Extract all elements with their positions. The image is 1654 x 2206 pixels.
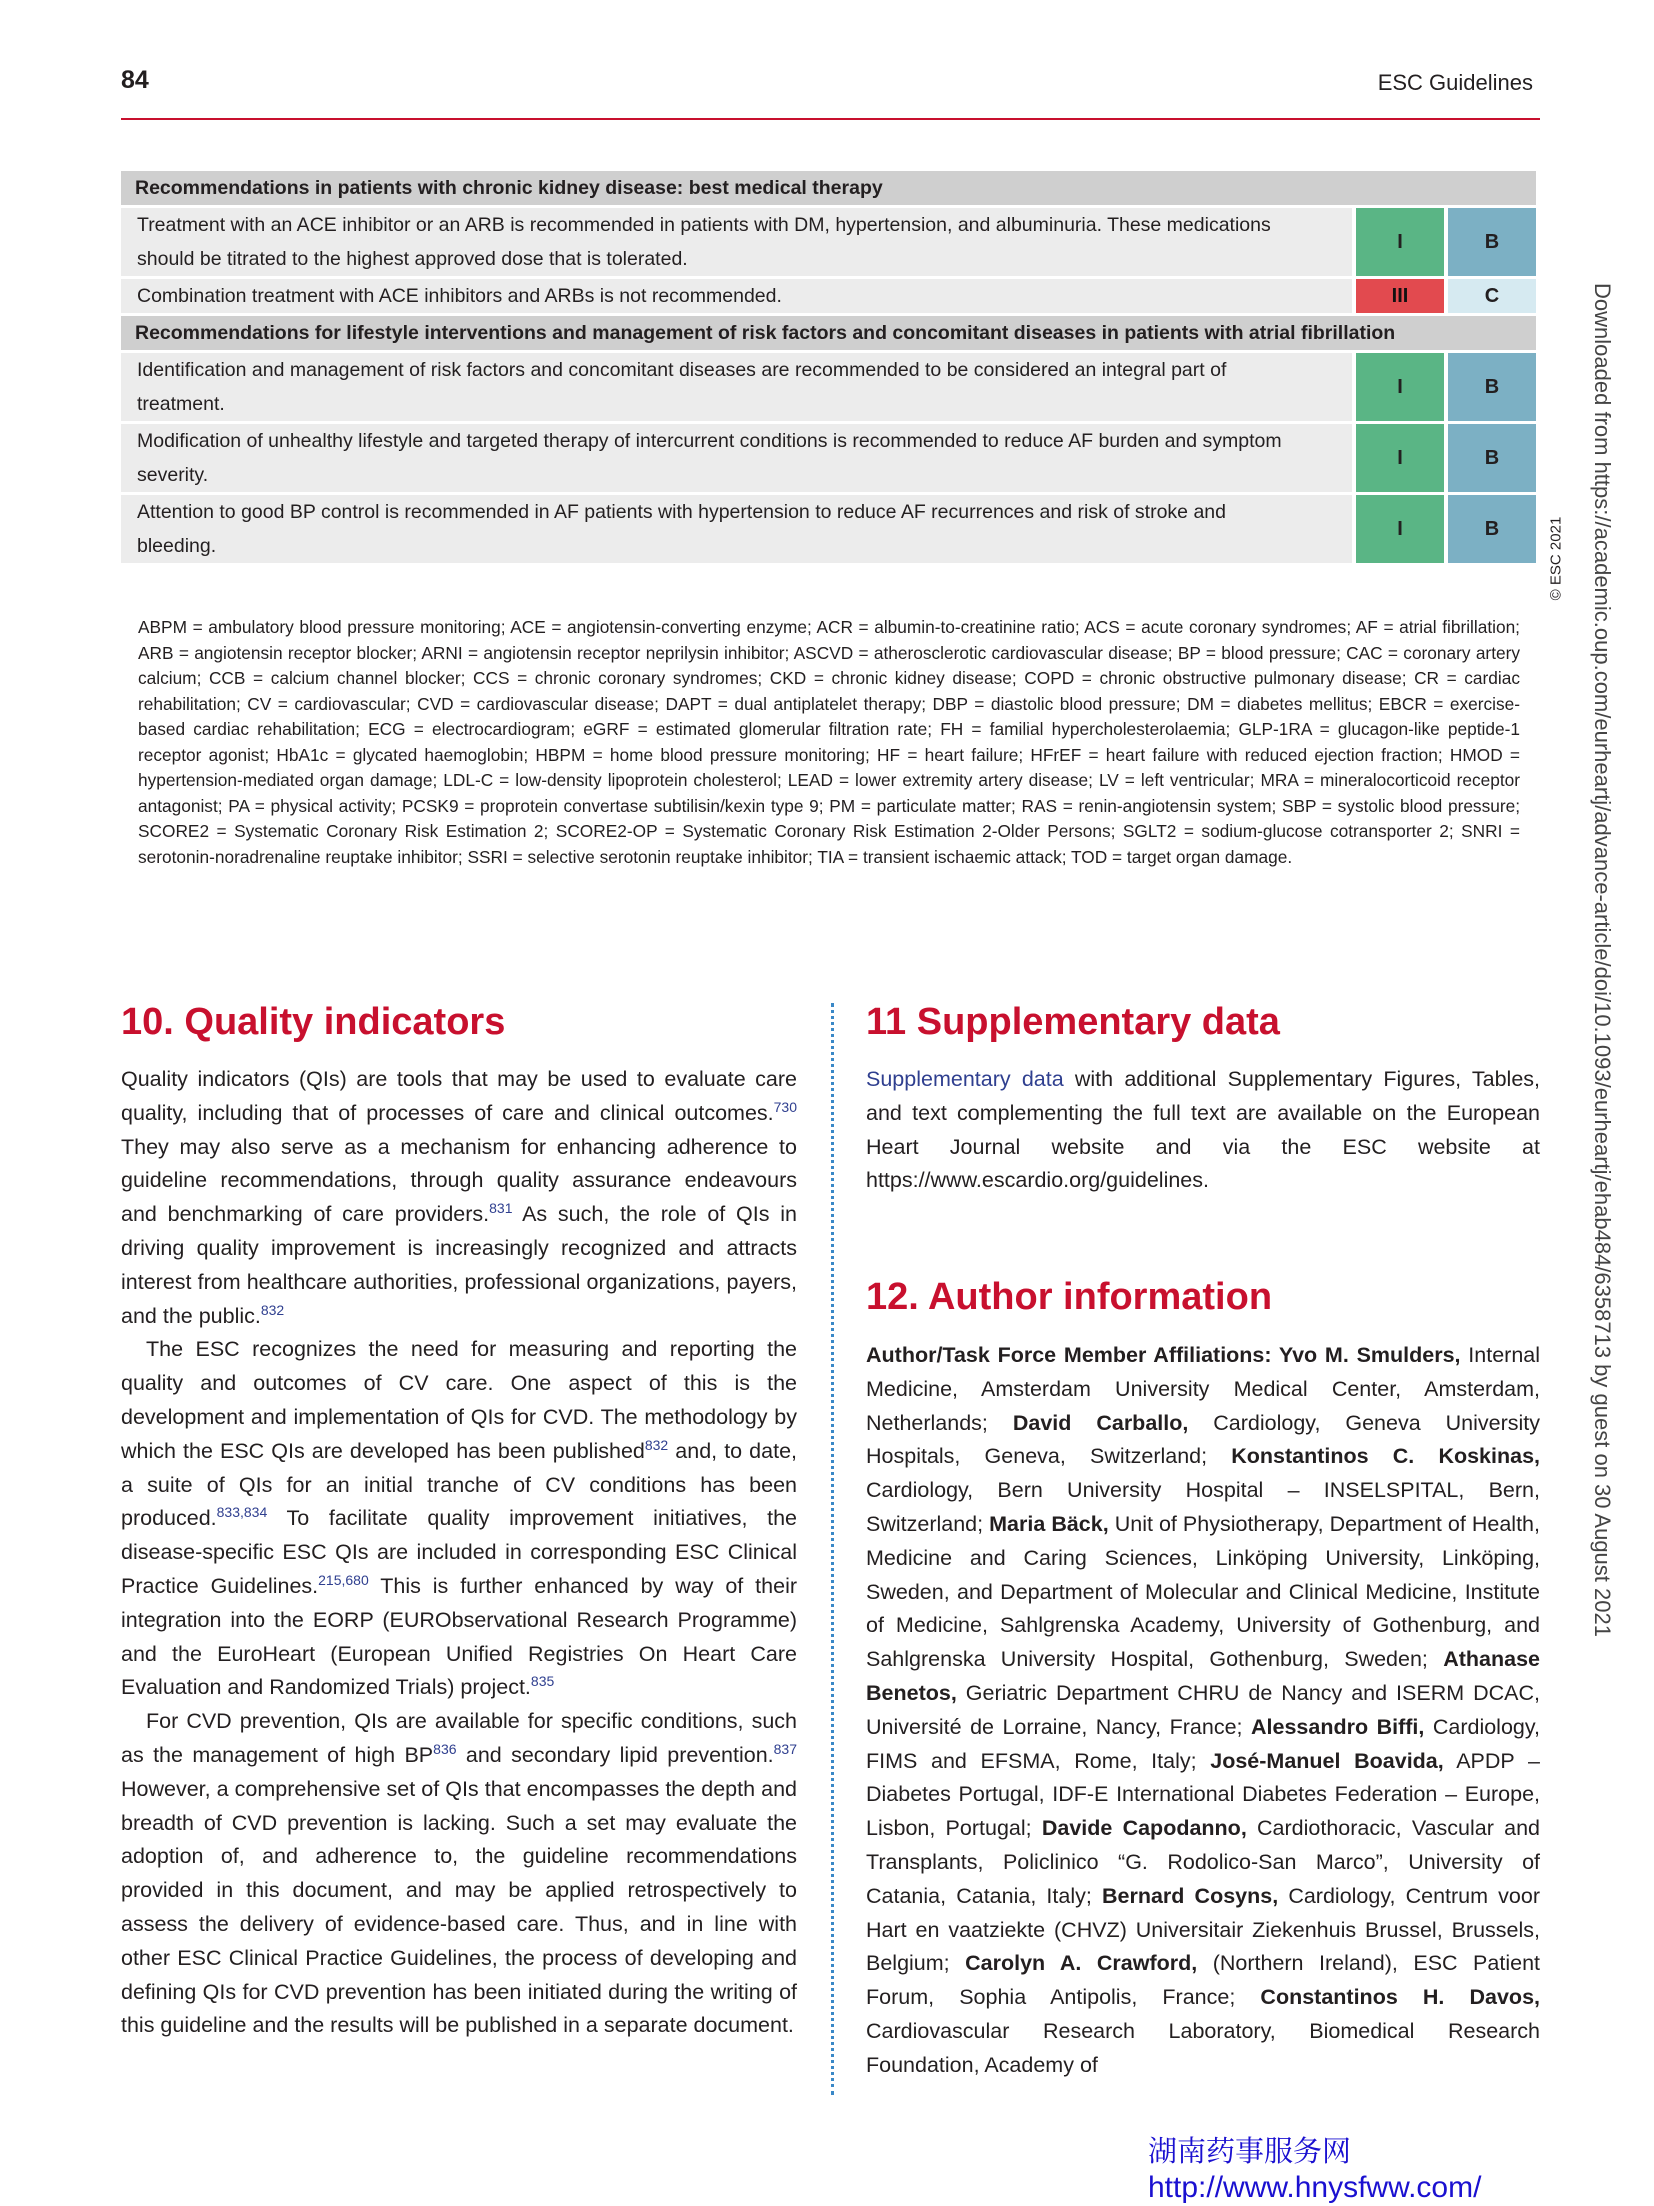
table-row: [121, 495, 1536, 563]
text-run: Cardiothoracic, Vascular and Transplants, Policlinico “G. Rodolico-San Marco”, University of Catania, Catania, Italy;: [866, 1816, 1540, 1908]
section-11-body: [866, 1063, 1540, 1198]
watermark-url[interactable]: http://www.hnysfww.com/: [1148, 2171, 1482, 2204]
copyright-text: © ESC 2021: [1547, 516, 1565, 601]
reference-citation[interactable]: 832: [644, 1436, 669, 1453]
text-run: This is further enhanced by way of their integration into the EORP (EURObservational Research Programme) and the EuroHeart (European Unified Registries On Heart Care Evaluation and Randomized Trials) project.: [121, 1573, 798, 1700]
running-head: ESC Guidelines: [1377, 70, 1533, 95]
site-watermark: [1148, 2134, 1481, 2206]
author-name: Athanase Benetos,: [866, 1647, 1540, 1705]
recommendation-text: Modification of unhealthy lifestyle and targeted therapy of intercurrent conditions is recommended to reduce AF burden and symptom severity.: [121, 424, 1352, 492]
column-divider: [831, 1003, 834, 2095]
copyright-note: [1536, 516, 1565, 601]
class-badge: I: [1352, 424, 1444, 492]
class-badge: I: [1352, 495, 1444, 563]
text-run: To facilitate quality improvement initiatives, the disease-specific ESC QIs are included in corresponding ESC Clinical Practice Guidelines.: [121, 1506, 797, 1598]
text-run: For CVD prevention, QIs are available for specific conditions, such as the management of high BP: [121, 1709, 797, 1767]
section-header-text: Recommendations for lifestyle interventions and management of risk factors and concomitant diseases in patients with atrial fibrillation: [121, 316, 1536, 350]
table-section-header: [121, 171, 1536, 205]
recommendations-table: [121, 168, 1536, 566]
level-badge: B: [1444, 208, 1536, 276]
reference-citation[interactable]: 215,680: [318, 1571, 369, 1588]
section-11-title: 11 Supplementary data: [866, 1001, 1280, 1043]
section-11-text: with additional Supplementary Figures, Tables, and text complementing the full text are available on the European Heart Journal website and via the ESC website at https://www.escardio.org/guidelines.: [866, 1067, 1540, 1193]
class-badge: III: [1352, 279, 1444, 313]
text-run: Cardiology, Centrum voor Hart en vaatziekte (CHVZ) Universitair Ziekenhuis Brussel, Brussels, Belgium;: [866, 1883, 1541, 1976]
class-badge: I: [1352, 353, 1444, 421]
text-run: They may also serve as a mechanism for enhancing adherence to guideline recommendations, through quality assurance endeavours and benchmarking of care providers.: [121, 1134, 797, 1227]
author-name: José-Manuel Boavida,: [1210, 1748, 1444, 1773]
author-name: Davide Capodanno,: [1041, 1816, 1247, 1841]
text-run: and secondary lipid prevention.: [456, 1742, 774, 1767]
header-rule: [121, 118, 1540, 120]
section-10-body: [121, 1063, 797, 2043]
level-badge: B: [1444, 424, 1536, 492]
reference-citation[interactable]: 836: [433, 1740, 457, 1757]
text-run: The ESC recognizes the need for measuring and reporting the quality and outcomes of CV care. One aspect of this is the development and implementation of QIs for CVD. The methodology by which the ESC QIs are developed has been published: [121, 1337, 797, 1463]
table-row: [121, 208, 1536, 276]
table-row: [121, 353, 1536, 421]
level-badge: B: [1444, 495, 1536, 563]
author-name: Author/Task Force Member Affiliations: Yvo M. Smulders,: [866, 1343, 1461, 1367]
table-row: [121, 424, 1536, 492]
table-row: [121, 279, 1536, 313]
author-name: Bernard Cosyns,: [1101, 1883, 1279, 1908]
text-run: Internal Medicine, Amsterdam University Medical Center, Amsterdam, Netherlands;: [866, 1343, 1541, 1435]
author-name: David Carballo,: [1012, 1410, 1189, 1435]
class-badge: I: [1352, 208, 1444, 276]
text-run: Cardiovascular Research Laboratory, Biomedical Research Foundation, Academy of: [866, 2018, 1540, 2077]
recommendation-text: Treatment with an ACE inhibitor or an ARB is recommended in patients with DM, hypertension, and albuminuria. These medications should be titrated to the highest approved dose that is tolerated.: [121, 208, 1352, 276]
text-run: Unit of Physiotherapy, Department of Health, Medicine and Caring Sciences, Linköping University, Linköping, Sweden, and Department of Molecular and Clinical Medicine, Institute of Medicine, Sahlgrenska Academy, University of Gothenburg, and Sahlgrenska University Hospital, Gothenburg, Sweden;: [866, 1511, 1540, 1672]
watermark-title: 湖南药事服务网: [1148, 2136, 1352, 2168]
text-run: Geriatric Department CHRU de Nancy and ISERM DCAC, Université de Lorraine, Nancy, France;: [866, 1680, 1540, 1739]
table-section-header: [121, 316, 1536, 350]
text-run: Cardiology, Bern University Hospital – INSELSPITAL, Bern, Switzerland;: [866, 1478, 1540, 1536]
reference-citation[interactable]: 835: [530, 1673, 555, 1690]
reference-citation[interactable]: 831: [489, 1200, 513, 1217]
recommendation-text: Attention to good BP control is recommended in AF patients with hypertension to reduce AF recurrences and risk of stroke and bleeding.: [121, 495, 1352, 563]
text-run: and, to date, a suite of QIs for an initial tranche of CV conditions has been produced.: [121, 1438, 798, 1531]
reference-citation[interactable]: 832: [260, 1301, 285, 1318]
text-run: APDP – Diabetes Portugal, IDF-E International Diabetes Federation – Europe, Lisbon, Portugal;: [866, 1748, 1540, 1841]
section-12-title: 12. Author information: [866, 1276, 1273, 1318]
recommendation-text: Identification and management of risk factors and concomitant diseases are recommended to be considered an integral part of treatment.: [121, 353, 1352, 421]
level-badge: B: [1444, 353, 1536, 421]
author-name: Konstantinos C. Koskinas,: [1231, 1444, 1541, 1469]
author-name: Carolyn A. Crawford,: [965, 1951, 1198, 1976]
text-run: As such, the role of QIs in driving quality improvement is increasingly recognized and attracts interest from healthcare authorities, professional organizations, payers, and the public.: [121, 1202, 797, 1328]
section-10-paragraph-2: [121, 1333, 797, 1705]
text-run: (Northern Ireland), ESC Patient Forum, Sophia Antipolis, France;: [866, 1951, 1540, 2010]
text-run: Quality indicators (QIs) are tools that may be used to evaluate care quality, including that of processes of care and clinical outcomes.: [121, 1067, 797, 1125]
supplementary-data-link[interactable]: Supplementary data: [866, 1067, 1064, 1091]
section-10-title: 10. Quality indicators: [121, 1001, 506, 1043]
section-12-body: [866, 1339, 1540, 2083]
level-badge: C: [1444, 279, 1536, 313]
author-name: Alessandro Biffi,: [1251, 1714, 1425, 1739]
abbreviations-footnote: ABPM = ambulatory blood pressure monitoring; ACE = angiotensin-converting enzyme; ACR = albumin-to-creatinine ratio; ACS = acute coronary syndromes; AF = atrial fibrillation; ARB = angiotensin receptor blocker; ARNI = angiotensin receptor neprilysin inhibitor; ASCVD = atherosclerotic cardiovascular disease; BP = blood pressure; CAC = coronary artery calcium; CCB = calcium channel blocker; CCS = chronic coronary syndromes; CKD = chronic kidney disease; COPD = chronic obstructive pulmonary disease; CR = cardiac rehabilitation; CV = cardiovascular; CVD = cardiovascular disease; DAPT = dual antiplatelet therapy; DBP = diastolic blood pressure; DM = diabetes mellitus; EBCR = exercise-based cardiac rehabilitation; ECG = electrocardiogram; eGRF = estimated glomerular filtration rate; FH = familial hypercholesterolaemia; GLP-1RA = glucagon-like peptide-1 receptor agonist; HbA1c = glycated haemoglobin; HBPM = home blood pressure monitoring; HF = heart failure; HFrEF = heart failure with reduced ejection fraction; HMOD = hypertension-mediated organ damage; LDL-C = low-density lipoprotein cholesterol; LEAD = lower extremity artery disease; LV = left ventricular; MRA = mineralocorticoid receptor antagonist; PA = physical activity; PCSK9 = proprotein convertase subtilisin/kexin type 9; PM = particulate matter; RAS = renin-angiotensin system; SBP = systolic blood pressure; SCORE2 = Systematic Coronary Risk Estimation 2; SCORE2-OP = Systematic Coronary Risk Estimation 2-Older Persons; SGLT2 = sodium-glucose cotransporter 2; SNRI = serotonin-noradrenaline reuptake inhibitor; SSRI = selective serotonin reuptake inhibitor; TIA = transient ischaemic attack; TOD = target organ damage.: [138, 617, 1520, 867]
reference-citation[interactable]: 730: [773, 1098, 797, 1115]
text-run: Cardiology, Geneva University Hospitals, Geneva, Switzerland;: [866, 1410, 1540, 1469]
text-run: However, a comprehensive set of QIs that encompasses the depth and breadth of CVD prevention is lacking. Such a set may evaluate the adoption of, and adherence to, the guideline recommendations provided in this document, and may be applied retrospectively to assess the delivery of evidence-based care. Thus, and in line with other ESC Clinical Practice Guidelines, the process of developing and defining QIs for CVD prevention has been initiated during the writing of this guideline and the results will be published in a separate document.: [121, 1776, 797, 2038]
section-header-text: Recommendations in patients with chronic kidney disease: best medical therapy: [121, 171, 1536, 205]
download-note-text: Downloaded from https://academic.oup.com/eurheartj/advance-article/doi/10.1093/eurheartj/ehab484/6358713 by guest on 30 August 2021: [1590, 283, 1615, 1637]
author-affiliations: [866, 1339, 1540, 2083]
reference-citation[interactable]: 833,834: [216, 1504, 268, 1521]
reference-citation[interactable]: 837: [773, 1740, 797, 1757]
page-number: 84: [121, 66, 149, 94]
author-name: Constantinos H. Davos,: [1260, 1985, 1541, 2010]
author-name: Maria Bäck,: [989, 1511, 1109, 1536]
section-10-paragraph-1: [121, 1063, 797, 1333]
text-run: Cardiology, FIMS and EFSMA, Rome, Italy;: [866, 1714, 1540, 1773]
section-10-paragraph-3: [121, 1705, 797, 2043]
recommendation-text: Combination treatment with ACE inhibitors and ARBs is not recommended.: [121, 279, 1352, 313]
